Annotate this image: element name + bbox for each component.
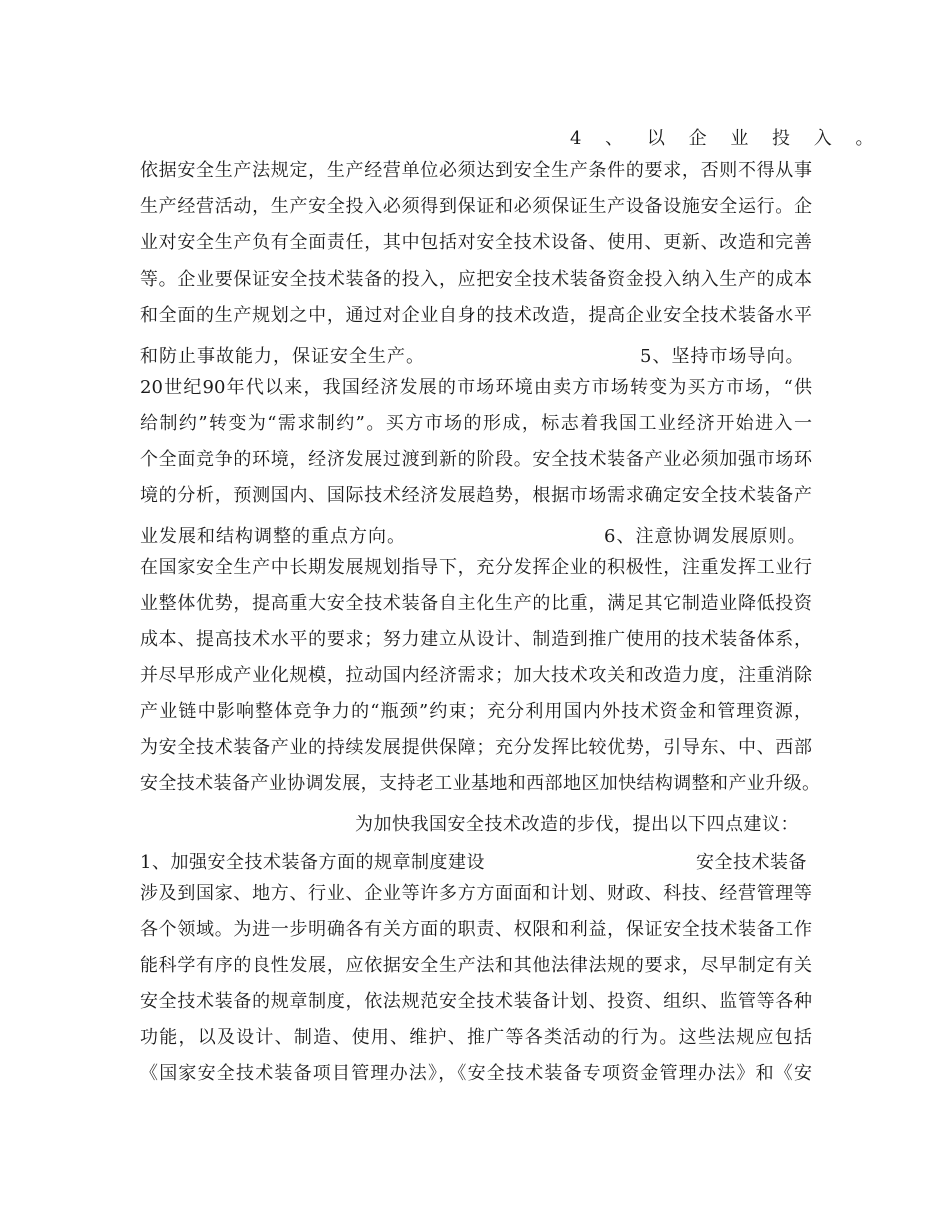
paragraph-line: 安全技术装备产业协调发展，支持老工业基地和西部地区加快结构调整和产业升级。: [140, 773, 820, 794]
paragraph-line: 和全面的生产规划之中，通过对企业自身的技术改造，提高企业安全技术装备水平: [140, 305, 812, 326]
paragraph-line: 给制约”转变为“需求制约”。买方市场的形成，标志着我国工业经济开始进入一: [140, 413, 812, 434]
section-heading-5: 5、坚持市场导向。: [640, 346, 805, 367]
paragraph-line: 涉及到国家、地方、行业、企业等许多方方面面和计划、财政、科技、经营管理等: [140, 883, 812, 904]
paragraph-line: 为安全技术装备产业的持续发展提供保障；充分发挥比较优势，引导东、中、西部: [140, 737, 812, 758]
paragraph-line: 各个领域。为进一步明确各有关方面的职责、权限和利益，保证安全技术装备工作: [140, 919, 812, 940]
section-heading-4: 4 、 以 企 业 投 入 。: [570, 128, 883, 149]
paragraph-line: 产业链中影响整体竞争力的“瓶颈”约束；充分利用国内外技术资金和管理资源，: [140, 701, 812, 722]
suggestions-intro: 为加快我国安全技术改造的步伐，提出以下四点建议：: [355, 814, 799, 835]
paragraph-line: 依据安全生产法规定，生产经营单位必须达到安全生产条件的要求，否则不得从事: [140, 160, 812, 181]
paragraph-line: 业整体优势，提高重大安全技术装备自主化生产的比重，满足其它制造业降低投资: [140, 593, 812, 614]
paragraph-line: 个全面竞争的环境，经济发展过渡到新的阶段。安全技术装备产业必须加强市场环: [140, 449, 812, 470]
paragraph-line: 《国家安全技术装备项目管理办法》，《安全技术装备专项资金管理办法》和《安: [140, 1063, 812, 1084]
paragraph-line: 等。企业要保证安全技术装备的投入，应把安全技术装备资金投入纳入生产的成本: [140, 269, 812, 290]
section-heading-6: 6、注意协调发展原则。: [604, 526, 807, 547]
paragraph-line: 安全技术装备: [696, 852, 807, 873]
paragraph-line: 安全技术装备的规章制度，依法规范安全技术装备计划、投资、组织、监管等各种: [140, 991, 812, 1012]
paragraph-line: 业发展和结构调整的重点方向。: [140, 526, 406, 547]
paragraph-line: 和防止事故能力，保证安全生产。: [140, 346, 425, 367]
paragraph-line: 20世纪90年代以来，我国经济发展的市场环境由卖方市场转变为买方市场，“供: [140, 377, 812, 398]
paragraph-line: 功能，以及设计、制造、使用、维护、推广等各类活动的行为。这些法规应包括: [140, 1027, 812, 1048]
paragraph-line: 在国家安全生产中长期发展规划指导下，充分发挥企业的积极性，注重发挥工业行: [140, 557, 812, 578]
suggestion-heading-1: 1、加强安全技术装备方面的规章制度建设: [140, 852, 485, 873]
paragraph-line: 能科学有序的良性发展，应依据安全生产法和其他法律法规的要求，尽早制定有关: [140, 955, 812, 976]
paragraph-line: 境的分析，预测国内、国际技术经济发展趋势，根据市场需求确定安全技术装备产: [140, 485, 812, 506]
paragraph-line: 生产经营活动，生产安全投入必须得到保证和必须保证生产设备设施安全运行。企: [140, 196, 812, 217]
paragraph-line: 成本、提高技术水平的要求；努力建立从设计、制造到推广使用的技术装备体系，: [140, 629, 812, 650]
paragraph-line: 业对安全生产负有全面责任，其中包括对安全技术设备、使用、更新、改造和完善: [140, 232, 812, 253]
paragraph-line: 并尽早形成产业化规模，拉动国内经济需求；加大技术攻关和改造力度，注重消除: [140, 665, 812, 686]
